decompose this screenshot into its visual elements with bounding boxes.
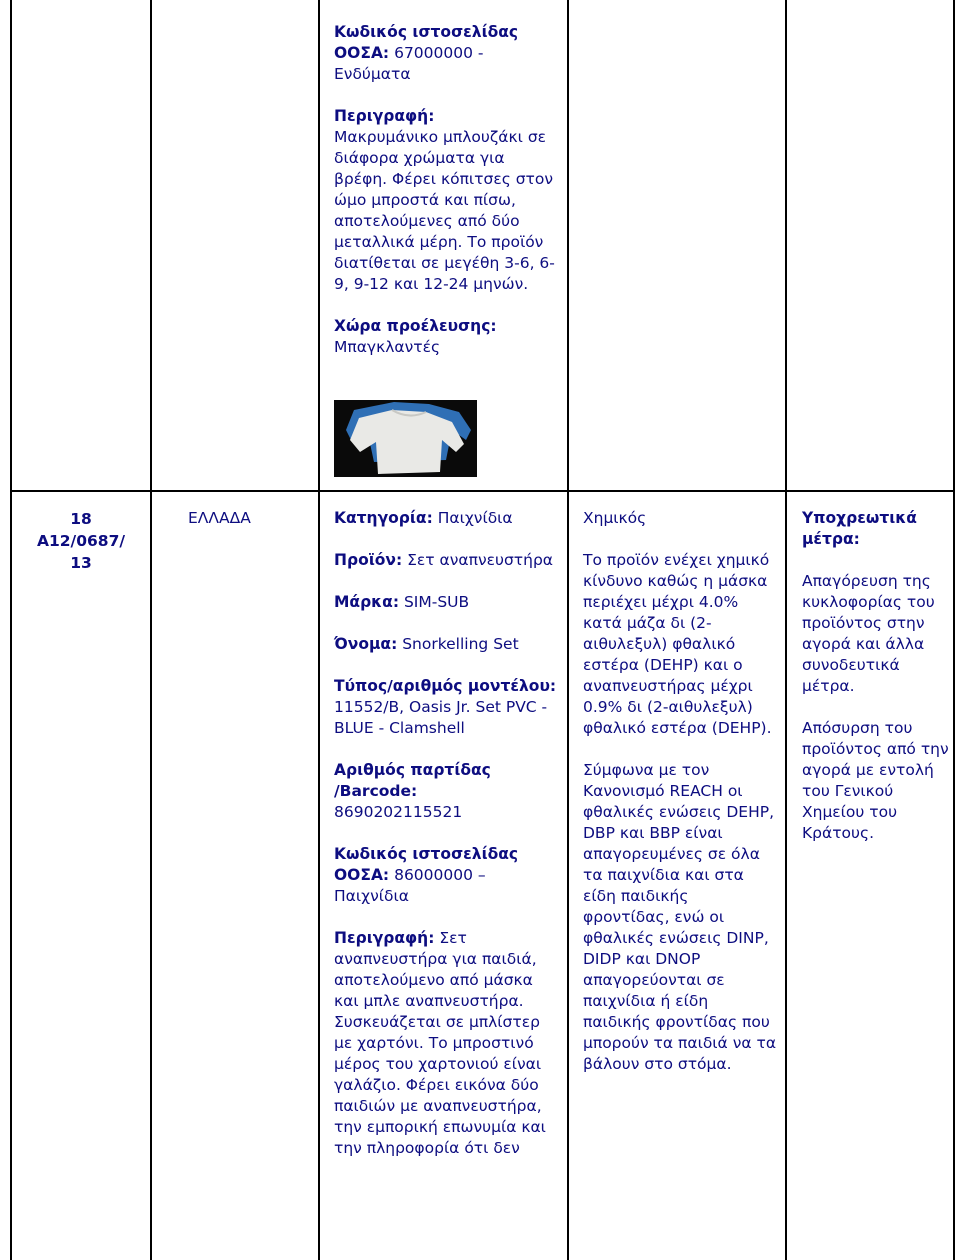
product-cell xyxy=(334,508,559,1159)
name-label: Όνομα: xyxy=(334,635,398,653)
measures-label: Υποχρεωτικά μέτρα: xyxy=(802,509,917,548)
country-value: ΕΛΛΑΔΑ xyxy=(188,509,251,527)
measures-text-2: Απόσυρση του προϊόντος από την αγορά με εντολή του Γενικού Χημείου του Κράτους. xyxy=(802,719,949,842)
barcode-label: Αριθμός παρτίδας /Barcode: xyxy=(334,761,491,800)
brand-value: SIM-SUB xyxy=(403,593,470,611)
model-label: Τύπος/αριθμός μοντέλου: xyxy=(334,677,557,695)
website-code-value: 86000000 – Παιχνίδια xyxy=(334,866,486,905)
table-border-right xyxy=(953,0,955,1260)
column-divider-2 xyxy=(318,0,320,1260)
risk-type: Χημικός xyxy=(583,509,647,527)
table-border-left xyxy=(10,0,12,1260)
website-code-label: Κωδικός ιστοσελίδας ΟΟΣΑ: xyxy=(334,845,519,884)
row-number-cell xyxy=(14,508,148,574)
model-value: 11552/B, Oasis Jr. Set PVC - BLUE - Clamshell xyxy=(334,698,548,737)
previous-product-cell xyxy=(334,22,562,358)
measures-cell xyxy=(802,508,950,844)
row-number: 18 xyxy=(70,510,92,528)
row-divider xyxy=(10,490,955,492)
description-label: Περιγραφή: xyxy=(334,107,435,125)
brand-label: Μάρκα: xyxy=(334,593,400,611)
description-value: Μακρυμάνικο μπλουζάκι σε διάφορα χρώματα για βρέφη. Φέρει κόπιτσες στον ώμο μπροστά και πίσω, αποτελούμενες από δύο μεταλλικά μέρη. Το προϊόν διατίθεται σε μεγέθη 3-6, 6-9, 9-12 και 12-24 μηνών. xyxy=(334,128,555,293)
website-code-label: Κωδικός ιστοσελίδας ΟΟΣΑ: xyxy=(334,23,519,62)
column-divider-3 xyxy=(567,0,569,1260)
origin-label: Χώρα προέλευσης: xyxy=(334,317,497,335)
website-code-value: 67000000 - Ενδύματα xyxy=(334,44,484,83)
measures-text-1: Απαγόρευση της κυκλοφορίας του προϊόντος στην αγορά και άλλα συνοδευτικά μέτρα. xyxy=(802,572,935,695)
baby-shirt-photo xyxy=(334,400,477,477)
risk-description: Το προϊόν ενέχει χημικό κίνδυνο καθώς η μάσκα περιέχει μέχρι 4.0% κατά μάζα δι (2-αιθυλεξυλ) φθαλικό εστέρα (DEHP) και ο αναπνευστήρας μέχρι 0.9% δι (2-αιθυλεξυλ) φθαλικό εστέρα (DEHP). xyxy=(583,551,772,737)
barcode-value: 8690202115521 xyxy=(334,803,463,821)
country-cell xyxy=(188,508,313,529)
alert-code-line2: 13 xyxy=(70,554,92,572)
risk-cell xyxy=(583,508,779,1075)
description-label: Περιγραφή: xyxy=(334,929,435,947)
product-value: Σετ αναπνευστήρα xyxy=(407,551,554,569)
description-value: Σετ αναπνευστήρα για παιδιά, αποτελούμενο από μάσκα και μπλε αναπνευστήρα. Συσκευάζεται σε μπλίστερ με χαρτόνι. Το μπροστινό μέρος του χαρτονιού είναι γαλάζιο. Φέρει εικόνα δύο παιδιών με αναπνευστήρα, την εμπορική επωνυμία και την πληροφορία ότι δεν xyxy=(334,929,546,1157)
category-label: Κατηγορία: xyxy=(334,509,433,527)
name-value: Snorkelling Set xyxy=(402,635,519,653)
category-value: Παιχνίδια xyxy=(437,509,513,527)
column-divider-1 xyxy=(150,0,152,1260)
alert-code-line1: A12/0687/ xyxy=(36,532,126,550)
regulation-note: Σύμφωνα με τον Κανονισμό REACH οι φθαλικές ενώσεις DEHP, DBP και BBP είναι απαγορευμένες σε όλα τα παιχνίδια και στα είδη παιδικής φροντίδας, ενώ οι φθαλικές ενώσεις DINP, DIDP και DNOP απαγορεύονται σε παιχνίδια ή είδη παιδικής φροντίδας που μπορούν τα παιδιά να τα βάλουν στο στόμα. xyxy=(583,761,777,1073)
column-divider-4 xyxy=(785,0,787,1260)
origin-value: Μπαγκλαντές xyxy=(334,338,441,356)
product-label: Προϊόν: xyxy=(334,551,403,569)
